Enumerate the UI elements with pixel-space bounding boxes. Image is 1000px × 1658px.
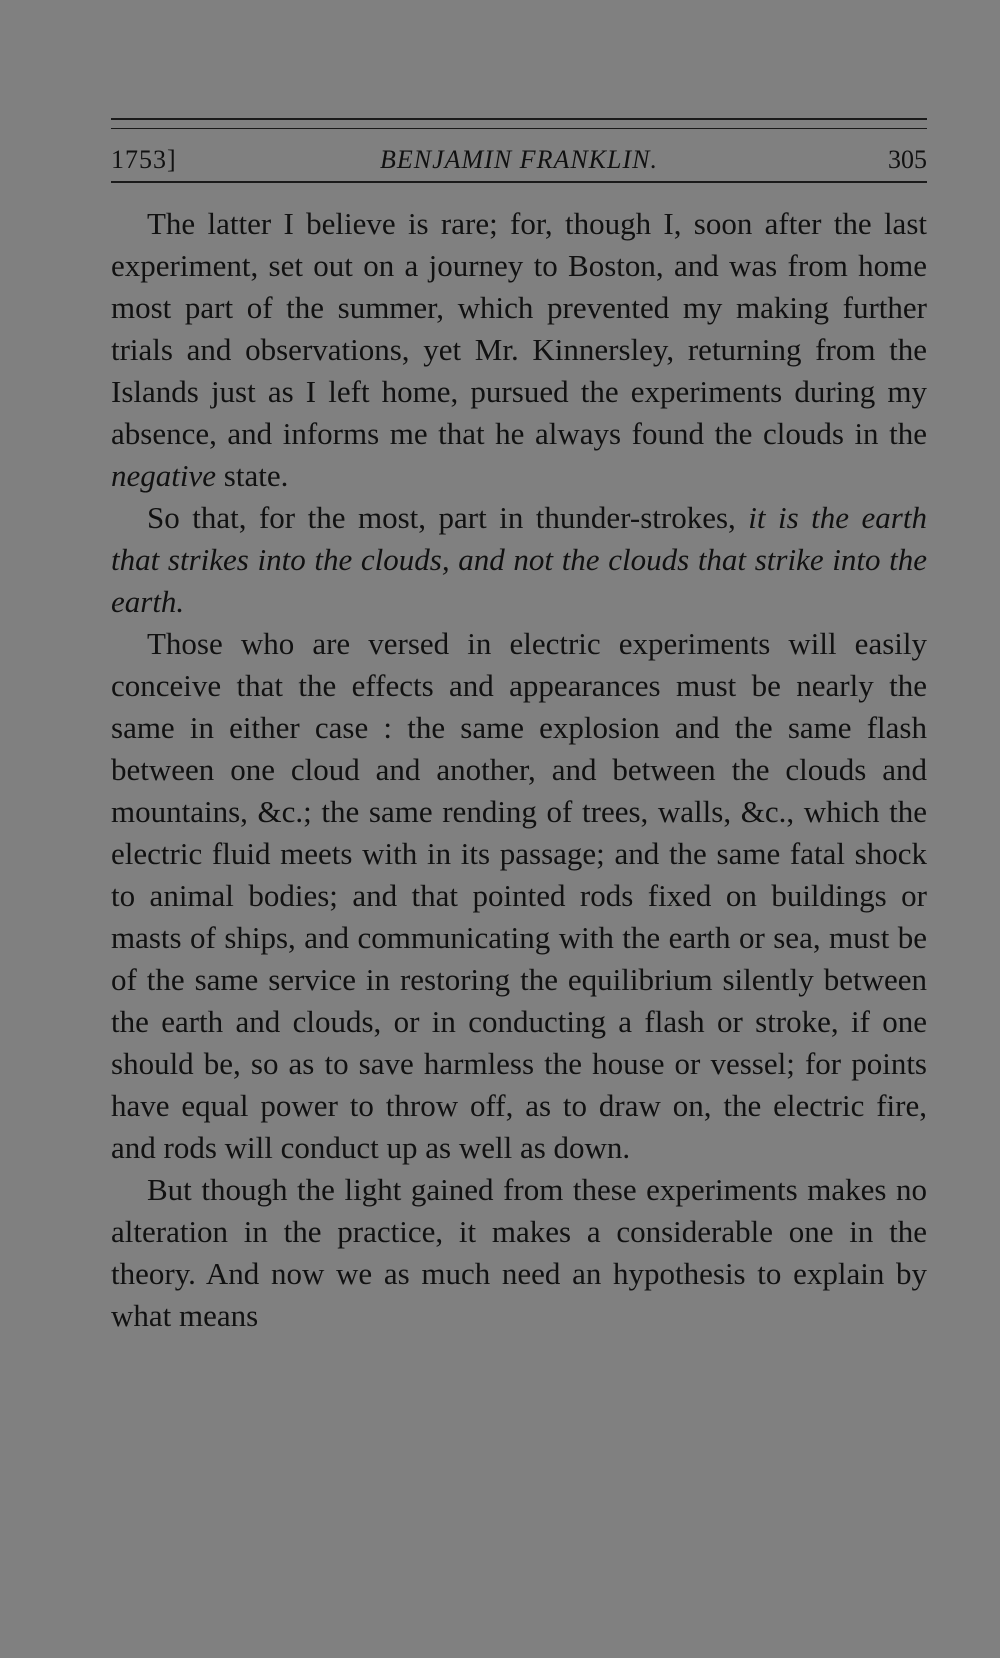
running-head-title: BENJAMIN FRANKLIN. (380, 145, 658, 174)
text-run: So that, for the most, part in thunder-strokes, (147, 500, 749, 535)
text-run: state. (216, 458, 289, 493)
body-text (111, 203, 927, 1337)
text-run: Those who are versed in electric experiments will easily conceive that the effects and appearances must be nearly the same in either case : the same explosion and the same flash between one cloud and another, and between the clouds and mountains, &c.; the same rending of trees, walls, &c., which the electric fluid meets with in its passage; and the same fatal shock to animal bodies; and that pointed rods fixed on buildings or masts of ships, and communicating with the earth or sea, must be of the same service in restoring the equilibrium silently between the earth and clouds, or in conducting a flash or stroke, if one should be, so as to save harmless the house or vessel; for points have equal power to throw off, as to draw on, the electric fire, and rods will conduct up as well as down. (111, 626, 927, 1165)
paragraph (111, 623, 927, 1169)
running-head-year: 1753] (111, 145, 177, 174)
head-rule (111, 181, 927, 183)
top-rule (111, 118, 927, 120)
book-page (111, 118, 927, 1337)
italic-run: it is the earth that strikes into the clouds, and not the clouds that strike into the earth. (111, 500, 927, 619)
text-run: The latter I believe is rare; for, though I, soon after the last experiment, set out on a journey to Boston, and was from home most part of the summer, which prevented my making further trials and observations, yet Mr. Kinnersley, returning from the Islands just as I left home, pursued the experiments during my absence, and informs me that he always found the clouds in the (111, 206, 927, 451)
page-number: 305 (888, 145, 927, 174)
running-head (111, 129, 927, 181)
paragraph (111, 203, 927, 497)
paragraph (111, 497, 927, 623)
text-run: But though the light gained from these experiments makes no alteration in the practice, it makes a considerable one in the theory. And now we as much need an hypothesis to explain by what means (111, 1172, 927, 1333)
italic-run: negative (111, 458, 217, 493)
paragraph (111, 1169, 927, 1337)
